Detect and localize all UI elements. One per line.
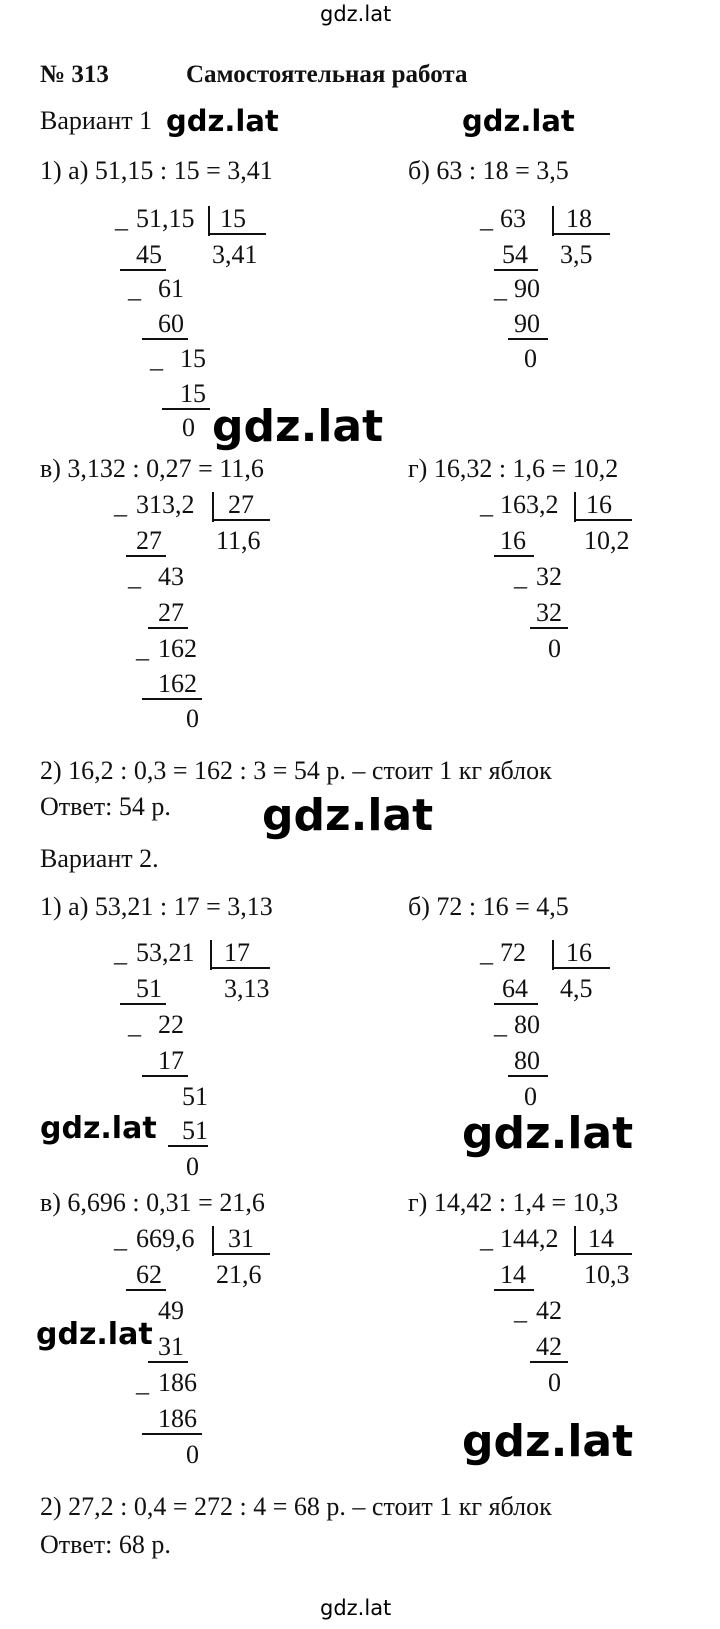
step: 80 (514, 1046, 540, 1075)
step: 0 (524, 1082, 537, 1111)
variant2-answer: Ответ: 68 р. (40, 1530, 171, 1559)
dividend: 163,2 (500, 490, 559, 519)
step: 0 (548, 634, 561, 663)
minus-sign: _ (128, 562, 141, 591)
step: 0 (186, 704, 199, 733)
quotient: 10,2 (584, 526, 630, 555)
step: 32 (536, 598, 562, 627)
step: 16 (500, 526, 526, 555)
division-line (212, 519, 270, 521)
minus-sign: _ (480, 1224, 493, 1253)
step: 27 (136, 526, 162, 555)
step: 14 (500, 1260, 526, 1289)
minus-sign: _ (114, 938, 127, 967)
divisor: 16 (586, 490, 612, 519)
step: 0 (182, 413, 195, 442)
divisor: 27 (228, 490, 254, 519)
variant1-g-equation: г) 16,32 : 1,6 = 10,2 (408, 454, 619, 483)
division-bar (212, 1226, 214, 1256)
minus-sign: _ (514, 1296, 527, 1325)
watermark: gdz.lat (462, 1416, 634, 1467)
step: 45 (136, 240, 162, 269)
minus-sign: _ (136, 634, 149, 663)
step: 90 (514, 274, 540, 303)
step-line (162, 408, 210, 410)
dividend: 669,6 (136, 1224, 195, 1253)
watermark: gdz.lat (462, 104, 575, 138)
step: 61 (158, 274, 184, 303)
step: 0 (524, 344, 537, 373)
step: 162 (158, 669, 197, 698)
step: 32 (536, 562, 562, 591)
minus-sign: _ (494, 274, 507, 303)
step-line (530, 627, 568, 629)
step: 43 (158, 562, 184, 591)
quotient: 3,13 (224, 974, 270, 1003)
step: 186 (158, 1404, 197, 1433)
watermark: gdz.lat (212, 401, 384, 452)
step-line (148, 627, 188, 629)
step: 42 (536, 1332, 562, 1361)
quotient: 3,41 (212, 240, 258, 269)
minus-sign: _ (114, 1224, 127, 1253)
division-bar (210, 940, 212, 970)
step: 15 (180, 379, 206, 408)
divisor: 15 (220, 204, 246, 233)
divisor: 18 (566, 204, 592, 233)
watermark: gdz.lat (166, 104, 279, 138)
minus-sign: _ (514, 562, 527, 591)
dividend: 72 (500, 938, 526, 967)
variant2-a-equation: 1) а) 53,21 : 17 = 3,13 (40, 892, 273, 921)
divisor: 14 (588, 1224, 614, 1253)
minus-sign: _ (480, 938, 493, 967)
variant1-answer: Ответ: 54 р. (40, 792, 171, 821)
quotient: 3,5 (560, 240, 593, 269)
divisor: 31 (228, 1224, 254, 1253)
step-line (142, 1433, 202, 1435)
variant2-b-equation: б) 72 : 16 = 4,5 (408, 892, 569, 921)
step-line (508, 338, 548, 340)
step: 17 (158, 1046, 184, 1075)
step: 27 (158, 598, 184, 627)
step: 49 (158, 1296, 184, 1325)
dividend: 53,21 (136, 938, 195, 967)
step: 51 (136, 974, 162, 1003)
minus-sign: _ (480, 204, 493, 233)
step-line (508, 1075, 548, 1077)
step: 162 (158, 634, 197, 663)
watermark-top: gdz.lat (320, 2, 392, 26)
quotient: 11,6 (216, 526, 261, 555)
variant2-task2: 2) 27,2 : 0,4 = 272 : 4 = 68 р. – стоит 1 кг яблок (40, 1492, 552, 1521)
variant1-a-equation: 1) а) 51,15 : 15 = 3,41 (40, 156, 273, 185)
step-line (142, 338, 188, 340)
step: 22 (158, 1010, 184, 1039)
division-bar (208, 206, 210, 236)
step-line (494, 269, 538, 271)
variant1-heading: Вариант 1 (40, 106, 153, 135)
quotient: 21,6 (216, 1260, 262, 1289)
division-line (210, 967, 270, 969)
dividend: 51,15 (136, 204, 195, 233)
step-line (494, 1003, 538, 1005)
step-line (494, 555, 534, 557)
step: 64 (502, 974, 528, 1003)
division-line (574, 519, 632, 521)
division-bar (552, 940, 554, 970)
step-line (494, 1289, 534, 1291)
variant1-v-equation: в) 3,132 : 0,27 = 11,6 (40, 454, 264, 483)
step: 62 (136, 1260, 162, 1289)
step: 51 (182, 1116, 208, 1145)
step: 15 (180, 344, 206, 373)
division-line (552, 233, 610, 235)
quotient: 10,3 (584, 1260, 630, 1289)
division-bar (212, 492, 214, 522)
quotient: 4,5 (560, 974, 593, 1003)
step-line (120, 1003, 166, 1005)
step: 80 (514, 1010, 540, 1039)
step: 0 (186, 1152, 199, 1181)
division-line (574, 1253, 632, 1255)
division-bar (574, 1226, 576, 1256)
minus-sign: _ (494, 1010, 507, 1039)
minus-sign: _ (136, 1368, 149, 1397)
page-title: Самостоятельная работа (186, 61, 468, 88)
step-line (126, 555, 166, 557)
minus-sign: _ (480, 490, 493, 519)
step-line (168, 1145, 208, 1147)
minus-sign: _ (128, 274, 141, 303)
variant2-g-equation: г) 14,42 : 1,4 = 10,3 (408, 1188, 619, 1217)
step: 60 (158, 309, 184, 338)
problem-number: № 313 (40, 61, 109, 88)
divisor: 17 (224, 938, 250, 967)
watermark: gdz.lat (262, 790, 434, 841)
step-line (126, 1289, 166, 1291)
step-line (142, 1075, 188, 1077)
watermark: gdz.lat (462, 1108, 634, 1159)
divisor: 16 (566, 938, 592, 967)
step: 31 (158, 1332, 184, 1361)
division-line (208, 233, 266, 235)
watermark: gdz.lat (36, 1317, 153, 1352)
step: 42 (536, 1296, 562, 1325)
minus-sign: _ (115, 204, 128, 233)
division-bar (574, 492, 576, 522)
step-line (530, 1361, 568, 1363)
step: 90 (514, 309, 540, 338)
step: 51 (182, 1082, 208, 1111)
dividend: 313,2 (136, 490, 195, 519)
minus-sign: _ (128, 1010, 141, 1039)
step-line (142, 698, 202, 700)
variant1-b-equation: б) 63 : 18 = 3,5 (408, 156, 569, 185)
variant1-task2: 2) 16,2 : 0,3 = 162 : 3 = 54 р. – стоит 1 кг яблок (40, 756, 552, 785)
step: 54 (502, 240, 528, 269)
dividend: 144,2 (500, 1224, 559, 1253)
variant2-v-equation: в) 6,696 : 0,31 = 21,6 (40, 1188, 265, 1217)
division-line (552, 967, 610, 969)
minus-sign: _ (114, 490, 127, 519)
division-line (212, 1253, 270, 1255)
watermark: gdz.lat (40, 1111, 157, 1146)
division-bar (552, 206, 554, 236)
watermark-bottom: gdz.lat (320, 1596, 392, 1620)
step: 186 (158, 1368, 197, 1397)
minus-sign: _ (150, 344, 163, 373)
step: 0 (548, 1368, 561, 1397)
variant2-heading: Вариант 2. (40, 844, 159, 873)
step-line (148, 1361, 188, 1363)
step-line (120, 269, 166, 271)
step: 0 (186, 1440, 199, 1469)
dividend: 63 (500, 204, 526, 233)
